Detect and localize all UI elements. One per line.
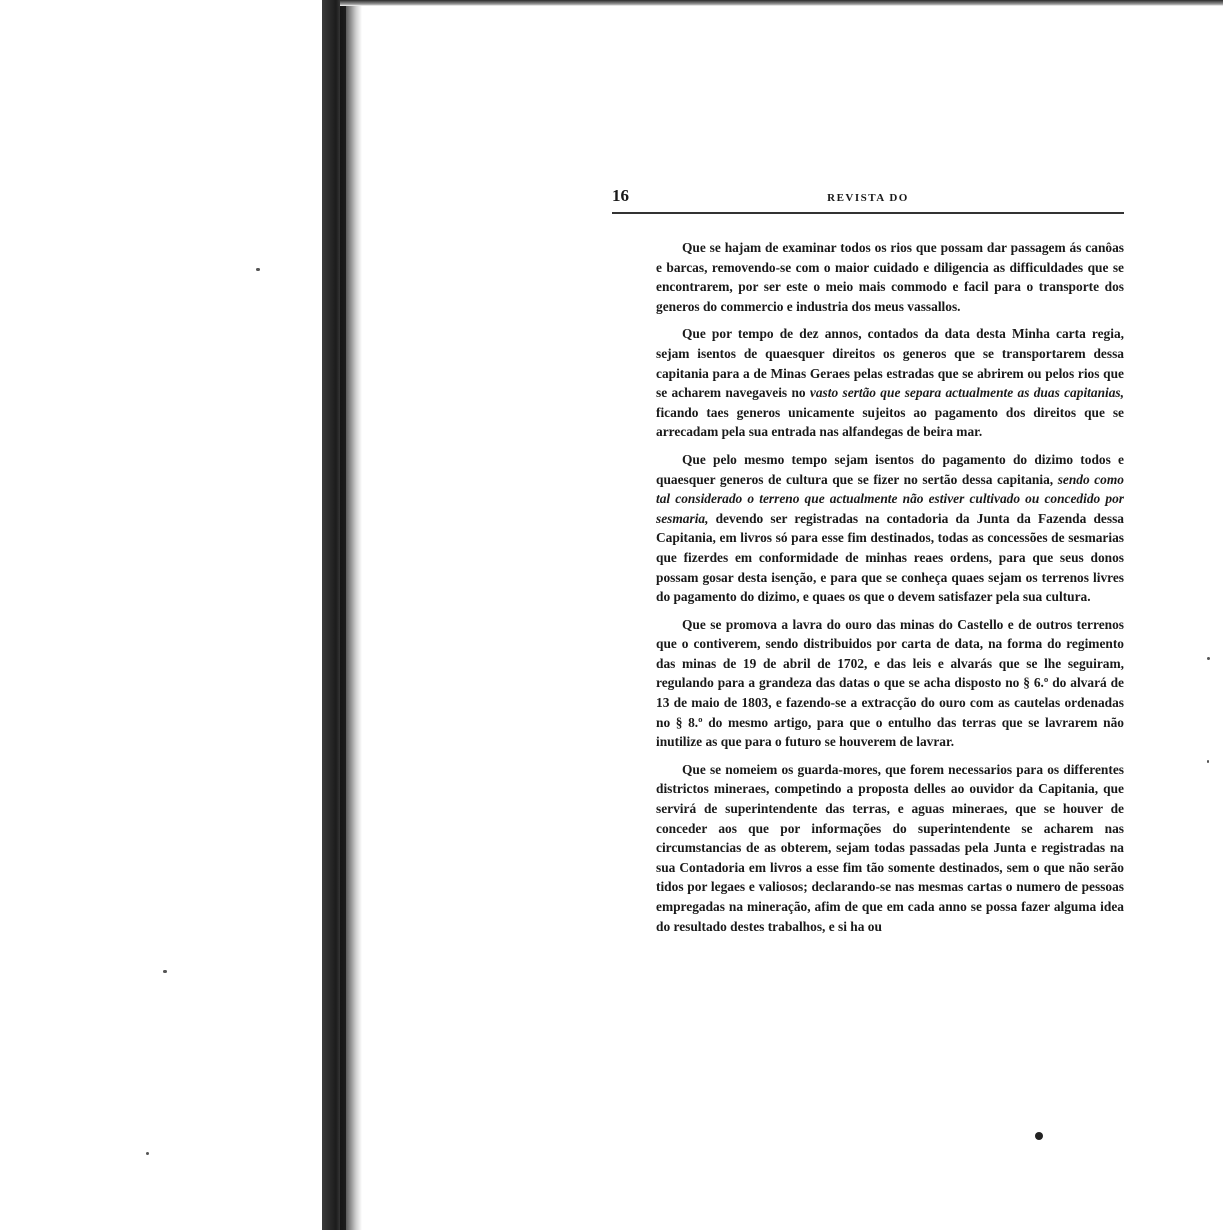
running-title: REVISTA DO <box>827 192 909 204</box>
paragraph-4: Que se promova a lavra do ouro das minas do Castello e de outros terrenos que o contiverem, sendo distribuidos por carta de data, na forma do regimento das minas de 19 de abril de 1702, e das leis e alvarás que se lhe seguiram, regulando para a grandeza das datas o que se acha disposto no § 6.º do alvará de 13 de maio de 1803, e fazendo-se a extracção do ouro com as cautelas ordenadas no § 8.º do mesmo artigo, para que o entulho das terras que se lavrarem não inutilize as que para o futuro se houverem de lavrar. <box>656 616 1124 750</box>
italic-phrase: sendo como tal considerado o terreno que actualmente não estiver cultivado ou concedido por sesmaria, <box>656 471 1124 526</box>
book-page <box>612 186 1124 934</box>
paragraph-1: Que se hajam de examinar todos os rios que possam dar passagem ás canôas e barcas, removendo-se com o maior cuidado e diligencia as difficuldades que se encontrarem, por ser este o meio mais commodo e facil para o transporte dos generos do commercio e industria dos meus vassallos. <box>656 240 1124 314</box>
scan-speck <box>1207 760 1209 763</box>
page-number: 16 <box>612 186 629 205</box>
italic-phrase: vasto sertão que separa actualmente as duas capitanias, <box>809 385 1124 401</box>
page-body <box>656 238 1124 944</box>
scan-speck <box>163 970 167 973</box>
paragraph-5: Que se nomeiem os guarda-mores, que forem necessarios para os differentes districtos mineraes, competindo a proposta delles ao ouvidor da Capitania, que servirá de superintendente das terras, e aguas mineraes, que se houver de conceder aos que por informações do superintendente se acharem nas circumstancias de as obterem, sejam todas passadas pela Junta e registradas na sua Contadoria em livros a esse fim tão somente destinados, sem o que não serão tidos por legaes e valiosos; declarando-se nas mesmas cartas o numero de pessoas empregadas na mineração, afim de que em cada anno se possa fazer alguma idea do resultado destes trabalhos, e si ha ou <box>656 761 1124 934</box>
ink-dot <box>1035 1132 1043 1140</box>
scan-speck <box>146 1152 149 1155</box>
scan-speck <box>256 268 260 271</box>
scan-speck <box>1207 657 1210 660</box>
page-header <box>612 186 1124 214</box>
paragraph-3: Que pelo mesmo tempo sejam isentos do pagamento do dizimo todos e quaesquer generos de cultura que se fizer no sertão dessa capitania, sendo como tal considerado o terreno que actualmente não estiver cultivado ou concedido por sesmaria, devendo ser registradas na contadoria da Junta da Fazenda dessa Capitania, em livros só para esse fim destinados, todas as concessões de sesmarias que fizerdes em conformidade de minhas reaes ordens, para que seus donos possam gosar desta isenção, e para que se conheça quaes sejam os terrenos livres do pagamento do dizimo, e quaes os que o devem satisfazer pela sua cultura. <box>656 451 1124 605</box>
paragraph-2: Que por tempo de dez annos, contados da data desta Minha carta regia, sejam isentos de quaesquer direitos os generos que se transportarem dessa capitania para a de Minas Geraes pelas estradas que se abrirem ou pelos rios que se acharem navegaveis no vasto sertão que separa actualmente as duas capitanias, ficando taes generos unicamente sujeitos ao pagamento dos direitos que se arrecadam pela sua entrada nas alfandegas de beira mar. <box>656 326 1124 440</box>
book-spine-edge <box>340 0 346 1230</box>
page-top-edge <box>340 0 1223 6</box>
